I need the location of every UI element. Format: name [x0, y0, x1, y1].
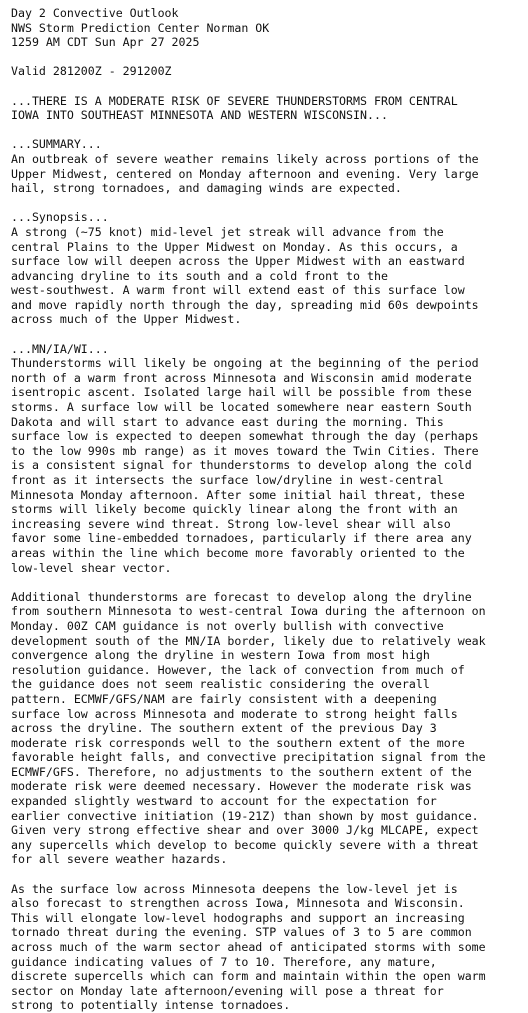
- text-line: increasing severe wind threat. Strong low-level shear will also: [11, 516, 451, 531]
- text-line: favorable height falls, and convective precipitation signal from the: [11, 750, 486, 765]
- text-line: favor some line-embedded tornadoes, particularly if there area any: [11, 531, 472, 546]
- summary-section: [11, 137, 518, 195]
- section-heading: ...Synopsis...: [11, 210, 109, 225]
- text-line: A strong (~75 knot) mid-level jet streak will advance from the: [11, 224, 444, 239]
- text-line: also forecast to strengthen across Iowa, Minnesota and Wisconsin.: [11, 896, 465, 911]
- text-line: central Plains to the Upper Midwest on Monday. As this occurs, a: [11, 239, 458, 254]
- text-line: is a consistent signal for thunderstorms to develop along the cold: [11, 458, 472, 473]
- text-line: any supercells which develop to become quickly severe with a threat: [11, 837, 479, 852]
- text-line: storms. A surface low will be located somewhere near eastern South: [11, 400, 472, 415]
- text-line: This will elongate low-level hodographs and support an increasing: [11, 910, 465, 925]
- text-line: across much of the warm sector ahead of anticipated storms with some: [11, 940, 486, 954]
- product-title: Day 2 Convective Outlook: [11, 6, 179, 20]
- issuing-office: NWS Storm Prediction Center Norman OK: [11, 20, 270, 35]
- text-line: Upper Midwest, centered on Monday afternoon and evening. Very large: [11, 166, 479, 181]
- text-line: hail, strong tornadoes, and damaging winds are expected.: [11, 181, 402, 196]
- text-line: surface low is expected to deepen somewhat through the day (perhaps: [11, 429, 479, 444]
- text-line: and move rapidly north through the day, spreading mid 60s dewpoints: [11, 297, 479, 312]
- text-line: moderate risk were deemed necessary. However the moderate risk was: [11, 779, 472, 794]
- text-line: As the surface low across Minnesota deepens the low-level jet is: [11, 881, 458, 896]
- text-line: for all severe weather hazards.: [11, 852, 228, 867]
- text-line: moderate risk corresponds well to the southern extent of the more: [11, 735, 465, 750]
- text-line: across the dryline. The southern extent of the previous Day 3: [11, 721, 437, 736]
- text-line: isentropic ascent. Isolated large hail will be possible from these: [11, 385, 472, 400]
- header-block: [11, 6, 518, 50]
- text-line: Given very strong effective shear and over 3000 J/kg MLCAPE, expect: [11, 823, 479, 838]
- issue-time: 1259 AM CDT Sun Apr 27 2025: [11, 35, 200, 50]
- text-line: ECMWF/GFS. Therefore, no adjustments to the southern extent of the: [11, 764, 472, 779]
- text-line: discrete supercells which can form and maintain within the open warm: [11, 969, 486, 984]
- text-line: surface low will deepen across the Upper Midwest with an eastward: [11, 254, 465, 269]
- valid-line: Valid 281200Z - 291200Z: [11, 64, 172, 79]
- dryline-paragraph: [11, 590, 518, 867]
- tornado-paragraph: [11, 882, 518, 1013]
- text-line: guidance indicating values of 7 to 10. Therefore, any mature,: [11, 954, 437, 969]
- text-line: the guidance does not seem realistic considering the overall: [11, 677, 430, 692]
- risk-headline: [11, 94, 518, 123]
- text-line: Dakota and will start to advance east during the morning. This: [11, 414, 444, 429]
- text-line: Additional thunderstorms are forecast to develop along the dryline: [11, 589, 472, 604]
- synopsis-section: [11, 210, 518, 327]
- text-line: across much of the Upper Midwest.: [11, 312, 242, 327]
- text-line: sector on Monday late afternoon/evening will pose a threat for: [11, 983, 444, 998]
- text-line: north of a warm front across Minnesota and Wisconsin amid moderate: [11, 370, 472, 385]
- text-line: development south of the MN/IA border, likely due to relatively weak: [11, 633, 486, 648]
- text-line: convergence along the dryline in western Iowa from most high: [11, 648, 430, 663]
- text-line: earlier convective initiation (19-21Z) than shown by most guidance.: [11, 808, 479, 823]
- text-line: expanded slightly westward to account for the expectation for: [11, 794, 437, 809]
- text-line: pattern. ECMWF/GFS/NAM are fairly consistent with a deepening: [11, 691, 437, 706]
- text-line: resolution guidance. However, the lack of convection from much of: [11, 662, 465, 677]
- text-line: Thunderstorms will likely be ongoing at the beginning of the period: [11, 356, 479, 371]
- text-line: from southern Minnesota to west-central Iowa during the afternoon on: [11, 604, 486, 619]
- text-line: An outbreak of severe weather remains likely across portions of the: [11, 151, 479, 166]
- text-line: to the low 990s mb range) as it moves toward the Twin Cities. There: [11, 443, 479, 458]
- text-line: Monday. 00Z CAM guidance is not overly bullish with convective: [11, 618, 444, 633]
- text-line: tornado threat during the evening. STP values of 3 to 5 are common: [11, 925, 472, 940]
- text-line: strong to potentially intense tornadoes.: [11, 998, 291, 1013]
- text-line: Minnesota Monday afternoon. After some initial hail threat, these: [11, 487, 465, 502]
- text-line: west-southwest. A warm front will extend east of this surface low: [11, 283, 465, 298]
- section-heading: ...SUMMARY...: [11, 137, 102, 152]
- mn-ia-wi-section: [11, 342, 518, 576]
- section-heading: ...MN/IA/WI...: [11, 341, 109, 356]
- text-line: areas within the line which become more favorably oriented to the: [11, 545, 465, 560]
- text-line: front as it intersects the surface low/dryline in west-central: [11, 473, 444, 487]
- text-line: storms will likely become quickly linear along the front with an: [11, 502, 458, 517]
- valid-period: [11, 64, 518, 79]
- text-line: advancing dryline to its south and a cold front to the: [11, 268, 388, 283]
- headline-line: IOWA INTO SOUTHEAST MINNESOTA AND WESTERN WISCONSIN...: [11, 108, 388, 123]
- text-line: low-level shear vector.: [11, 560, 172, 575]
- text-line: surface low across Minnesota and moderate to strong height falls: [11, 706, 458, 721]
- headline-line: ...THERE IS A MODERATE RISK OF SEVERE THUNDERSTORMS FROM CENTRAL: [11, 93, 458, 108]
